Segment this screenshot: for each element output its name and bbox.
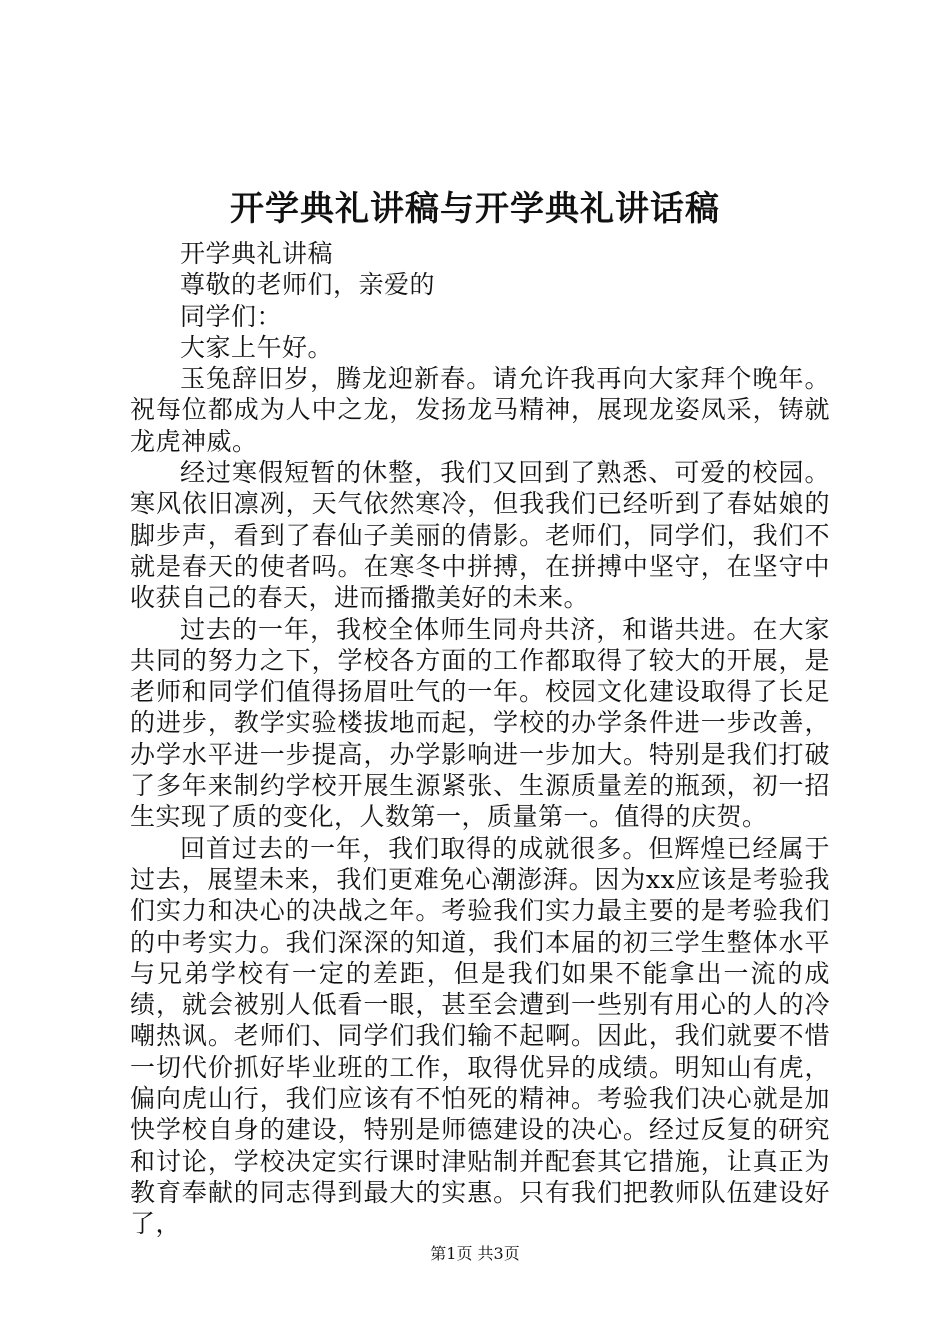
page-footer: 第1页 共3页 xyxy=(430,1244,520,1263)
paragraph-salutation-cont: 同学们： xyxy=(180,301,283,331)
document-title: 开学典礼讲稿与开学典礼讲话稿 xyxy=(230,189,720,229)
paragraph: 玉兔辞旧岁，腾龙迎新春。请允许我再向大家拜个晚年。祝每位都成为人中之龙，发扬龙马精神，展现龙姿凤采，铸就龙虎神威。 xyxy=(130,364,830,456)
document-body xyxy=(130,238,830,1240)
paragraph: 回首过去的一年，我们取得的成就很多。但辉煌已经属于过去，展望未来，我们更难免心潮澎湃。因为xx应该是考验我们实力和决心的决战之年。考验我们实力最主要的是考验我们的中考实力。我们深深的知道，我们本届的初三学生整体水平与兄弟学校有一定的差距，但是我们如果不能拿出一流的成绩，就会被别人低看一眼，甚至会遭到一些别有用心的人的冷嘲热讽。老师们、同学们我们输不起啊。因此，我们就要不惜一切代价抓好毕业班的工作，取得优异的成绩。明知山有虎，偏向虎山行，我们应该有不怕死的精神。考验我们决心就是加快学校自身的建设，特别是师德建设的决心。经过反复的研究和讨论，学校决定实行课时津贴制并配套其它措施，让真正为教育奉献的同志得到最大的实惠。只有我们把教师队伍建设好了， xyxy=(130,833,830,1239)
paragraph: 过去的一年，我校全体师生同舟共济，和谐共进。在大家共同的努力之下，学校各方面的工作都取得了较大的开展，是老师和同学们值得扬眉吐气的一年。校园文化建设取得了长足的进步，教学实验楼拔地而起，学校的办学条件进一步改善，办学水平进一步提高，办学影响进一步加大。特别是我们打破了多年来制约学校开展生源紧张、生源质量差的瓶颈，初一招生实现了质的变化，人数第一，质量第一。值得的庆贺。 xyxy=(130,614,830,832)
paragraph-salutation: 尊敬的老师们，亲爱的 xyxy=(180,270,436,300)
paragraph: 经过寒假短暂的休整，我们又回到了熟悉、可爱的校园。寒风依旧凛冽，天气依然寒冷，但我我们已经听到了春姑娘的脚步声，看到了春仙子美丽的倩影。老师们，同学们，我们不就是春天的使者吗。在寒冬中拼搏，在拼搏中坚守，在坚守中收获自己的春天，进而播撒美好的未来。 xyxy=(130,458,830,613)
paragraph-heading: 开学典礼讲稿 xyxy=(180,239,334,268)
paragraph-greeting: 大家上午好。 xyxy=(180,332,334,362)
